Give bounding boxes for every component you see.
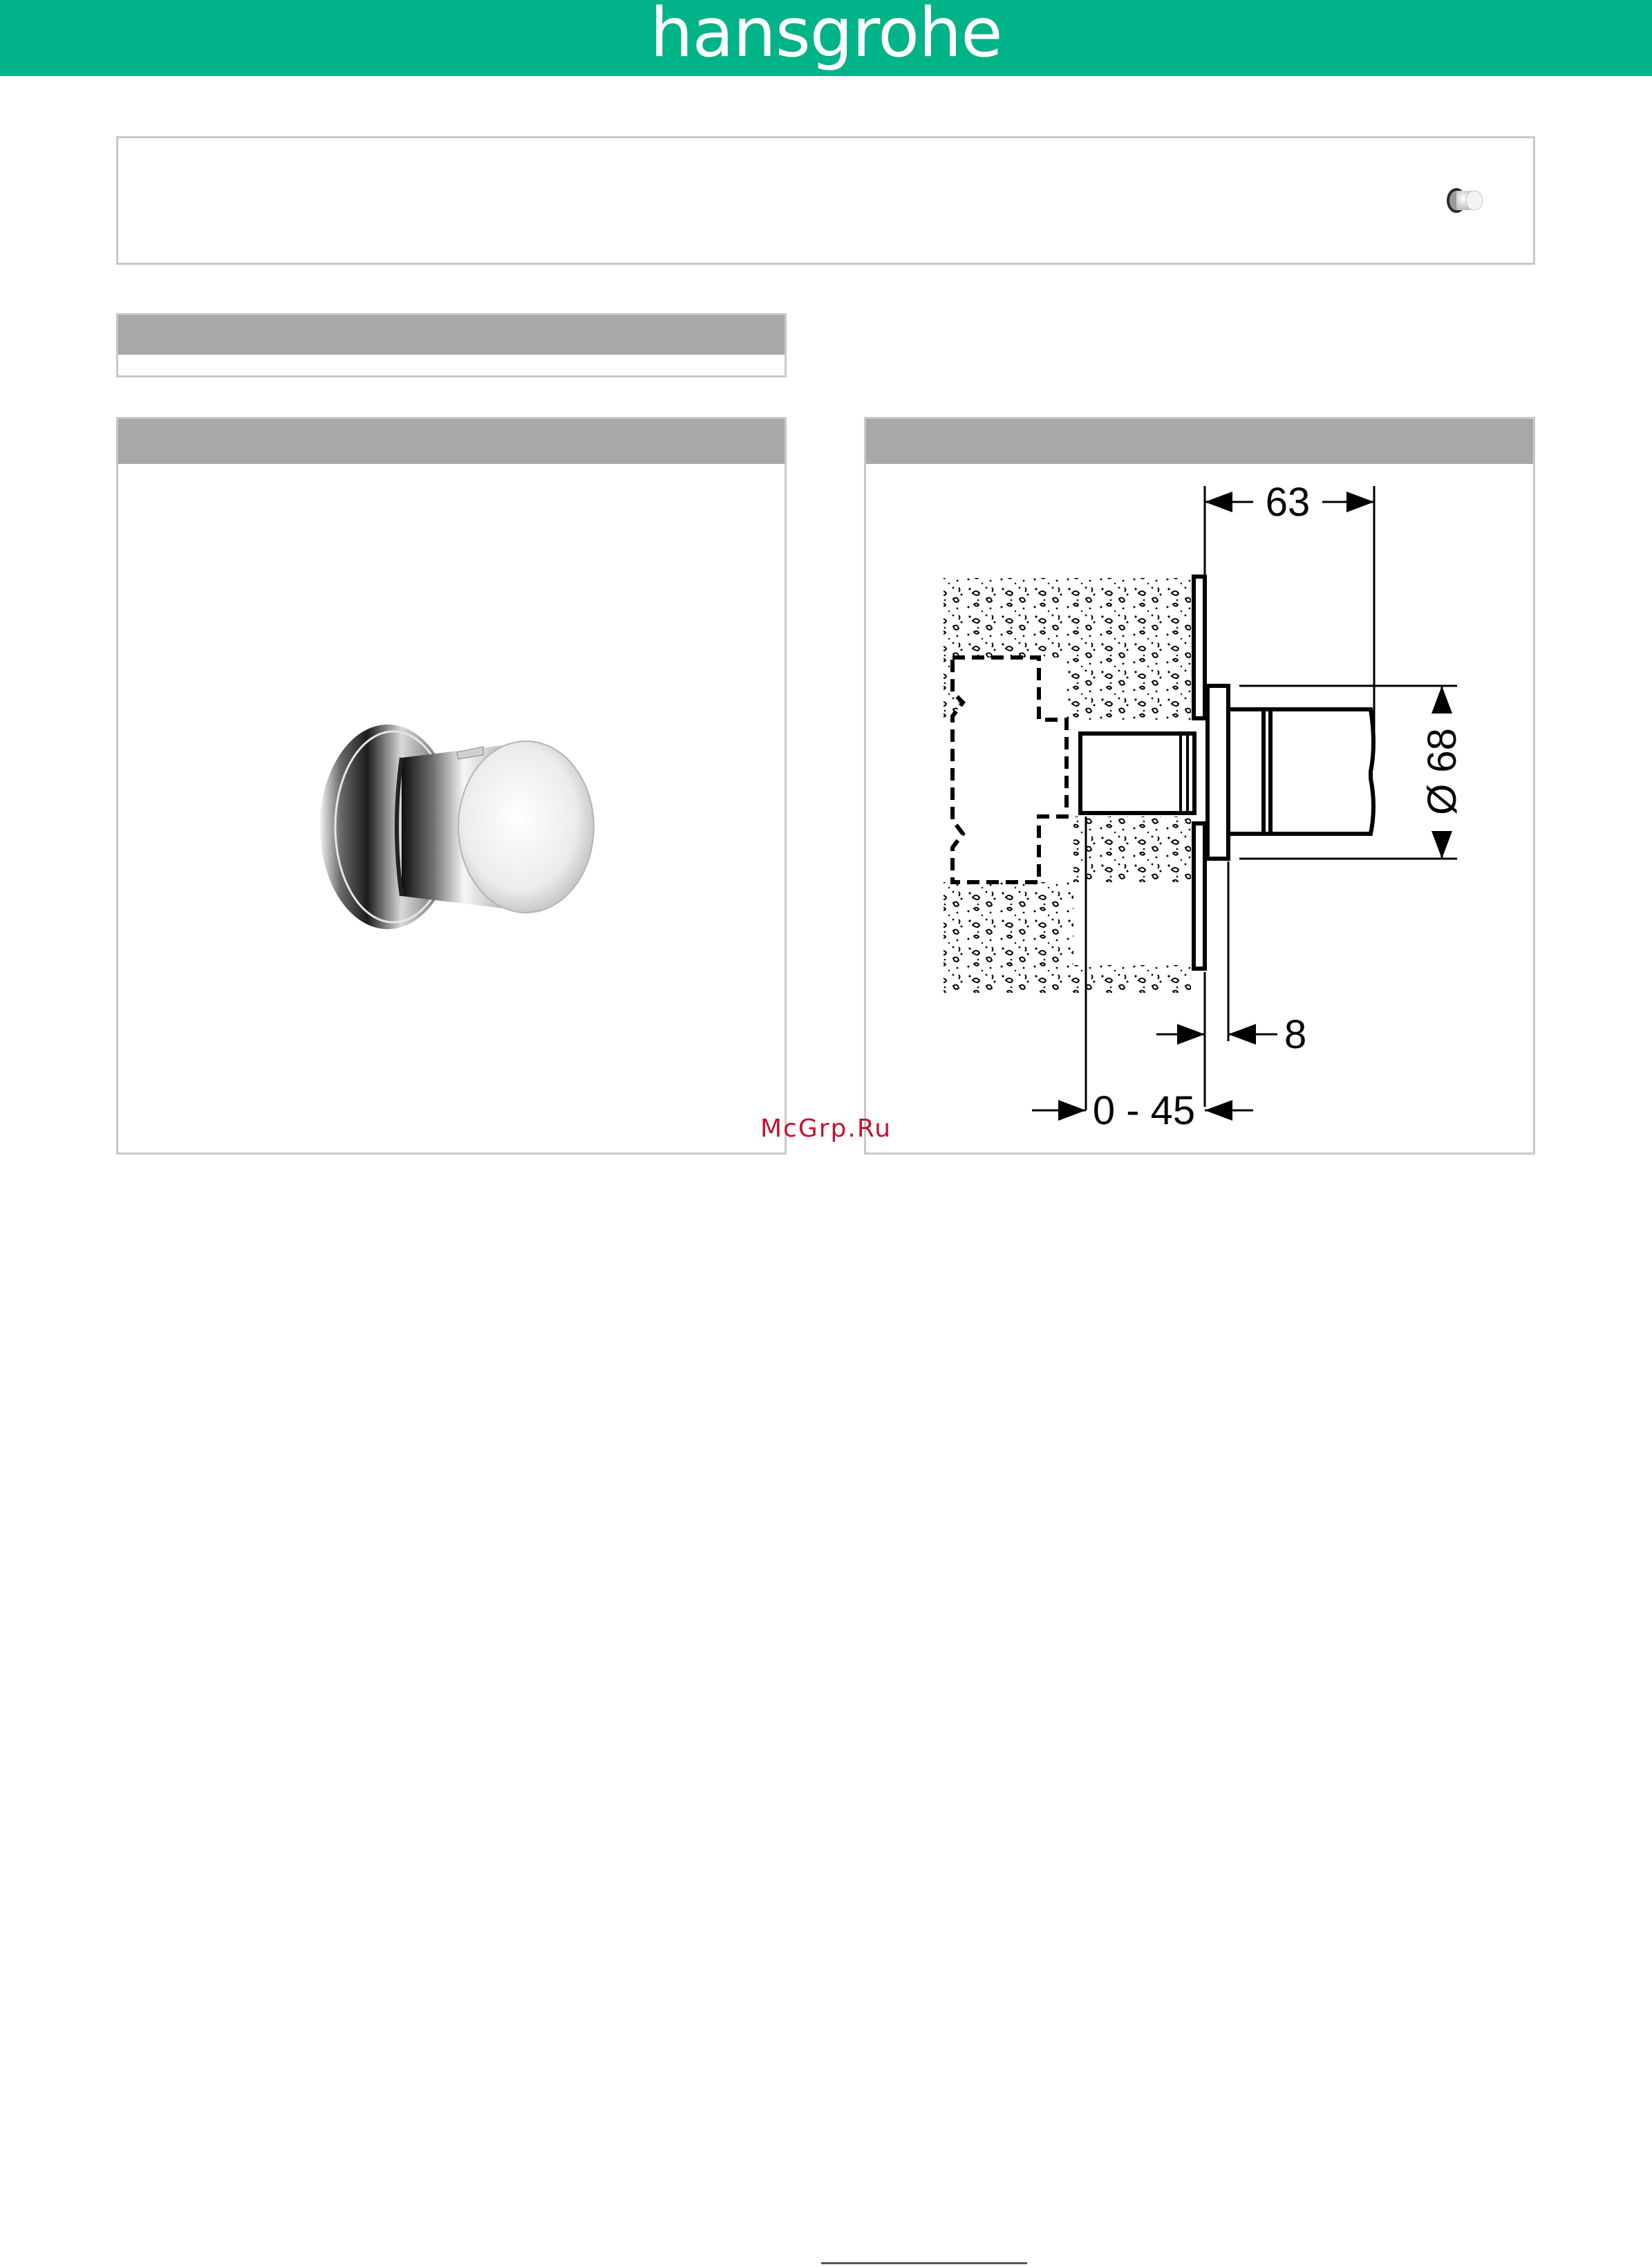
product-image-panel xyxy=(116,417,787,1155)
shutoff-valve-thumbnail-icon xyxy=(1441,180,1490,221)
technical-drawing-panel xyxy=(864,417,1535,1155)
dim-rosette-label: 8 xyxy=(1284,1012,1307,1057)
dim-diameter-label: Ø 68 xyxy=(1420,728,1465,815)
watermark-text: McGrp.Ru xyxy=(760,1114,892,1143)
shutoff-valve-chrome-image xyxy=(298,689,616,965)
brand-logo: hansgrohe xyxy=(650,0,1002,73)
product-image-header xyxy=(118,419,785,464)
product-info-box xyxy=(116,136,1535,265)
dim-depth-label: 63 xyxy=(1265,480,1311,525)
info-section-header xyxy=(118,315,785,355)
technical-dimension-drawing xyxy=(866,419,1537,1157)
info-section-box xyxy=(116,313,787,377)
dim-adjust-label: 0 - 45 xyxy=(1092,1088,1196,1133)
footer-line xyxy=(821,2262,1027,2264)
